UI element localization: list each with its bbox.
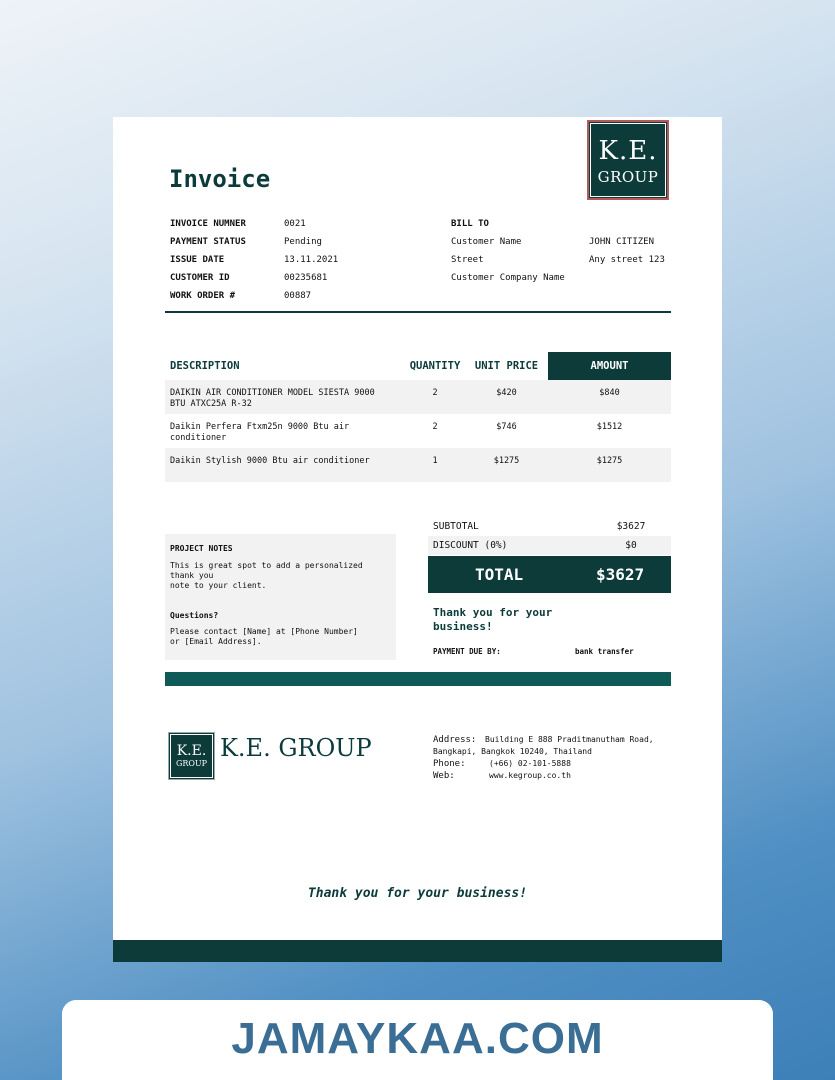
info-value: 13.11.2021 <box>284 255 339 265</box>
footer-logo-line1: K.E. <box>176 743 207 759</box>
footer-company-name: K.E. GROUP <box>220 734 372 762</box>
payment-due-label: PAYMENT DUE BY: <box>433 647 501 656</box>
info-value: 0021 <box>284 219 306 229</box>
notes-text: note to your client. <box>170 581 267 590</box>
divider-band <box>165 672 671 686</box>
web-label: Web: <box>433 771 455 781</box>
col-amount: AMOUNT <box>548 352 671 380</box>
total-value: $3627 <box>596 565 645 584</box>
thank-you-footer: Thank you for your business! <box>307 886 528 901</box>
notes-text: This is great spot to add a personalized thank you <box>170 561 363 580</box>
phone-value: (+66) 02-101-5888 <box>489 759 571 768</box>
item-quantity: 1 <box>405 448 465 482</box>
bill-to-label: Street <box>451 255 484 265</box>
project-notes <box>165 534 396 660</box>
footer-bar <box>113 940 722 962</box>
subtotal-row <box>428 517 671 536</box>
address-line: Bangkapi, Bangkok 10240, Thailand <box>433 747 592 756</box>
item-description: Daikin Stylish 9000 Btu air conditioner <box>165 448 405 482</box>
questions-heading: Questions? <box>170 611 219 620</box>
thank-you-note: Thank you for your business! <box>433 606 553 633</box>
subtotal-value: $3627 <box>616 521 646 532</box>
info-label: ISSUE DATE <box>170 255 225 265</box>
bill-to-label: Customer Name <box>451 237 522 247</box>
info-label: INVOICE NUMNER <box>170 219 246 229</box>
contact-block <box>433 734 654 782</box>
payment-due-value: bank transfer <box>575 647 634 656</box>
invoice-info-labels <box>170 215 285 305</box>
discount-value: $0 <box>625 540 637 551</box>
bill-to-label: Customer Company Name <box>451 273 565 283</box>
item-quantity: 2 <box>432 422 438 432</box>
total-row <box>428 556 671 593</box>
item-amount: $840 <box>548 380 671 414</box>
total-label: TOTAL <box>475 565 524 584</box>
company-logo <box>587 120 669 200</box>
invoice-info-values <box>284 215 394 305</box>
info-label: WORK ORDER # <box>170 291 236 301</box>
phone-label: Phone: <box>433 759 466 769</box>
header-divider <box>165 311 671 313</box>
col-description: DESCRIPTION <box>170 360 240 372</box>
logo-line2: GROUP <box>597 168 659 186</box>
item-unit-price: $1275 <box>465 448 548 482</box>
footer-logo-line2: GROUP <box>175 759 208 768</box>
subtotal-label: SUBTOTAL <box>433 521 479 532</box>
item-amount: $1512 <box>596 422 623 432</box>
bill-to-value: JOHN CITIZEN <box>589 237 655 247</box>
notes-heading: PROJECT NOTES <box>170 544 233 553</box>
discount-label: DISCOUNT (0%) <box>433 540 508 551</box>
info-value: Pending <box>284 237 322 247</box>
bill-to-values <box>589 233 689 269</box>
table-row <box>165 448 671 482</box>
col-quantity: QUANTITY <box>409 360 461 372</box>
col-unit-price: UNIT PRICE <box>474 360 539 372</box>
watermark-text: JAMAYKAA.COM <box>231 1014 604 1063</box>
info-label: PAYMENT STATUS <box>170 237 246 247</box>
invoice-title: Invoice <box>169 165 271 193</box>
table-row <box>165 414 671 448</box>
info-value: 00887 <box>284 291 312 301</box>
items-header-row <box>165 352 671 380</box>
bill-to-labels <box>451 215 591 287</box>
item-description: DAIKIN AIR CONDITIONER MODEL SIESTA 9000 BTU ATXC25A R-32 <box>165 380 405 414</box>
address-line: Building E 888 Praditmanutham Road, <box>485 735 654 744</box>
footer-logo <box>168 732 215 780</box>
item-unit-price: $746 <box>496 422 517 432</box>
bill-to-value: Any street 123 <box>589 255 665 265</box>
discount-row <box>428 536 671 555</box>
watermark-banner <box>62 1000 773 1080</box>
questions-text: Please contact [Name] at [Phone Number] <box>170 627 358 636</box>
item-quantity: 2 <box>405 380 465 414</box>
invoice-page <box>113 117 722 962</box>
items-table <box>165 352 671 482</box>
web-value: www.kegroup.co.th <box>489 771 571 780</box>
info-value: 00235681 <box>284 273 328 283</box>
item-unit-price: $420 <box>465 380 548 414</box>
address-label: Address: <box>433 735 477 745</box>
item-amount: $1275 <box>548 448 671 482</box>
item-description: Daikin Perfera Ftxm25n 9000 Btu air conditioner <box>170 422 350 443</box>
bill-to-heading: BILL TO <box>451 219 489 229</box>
logo-line1: K.E. <box>598 136 658 166</box>
table-row <box>165 380 671 414</box>
info-label: CUSTOMER ID <box>170 273 230 283</box>
questions-text: or [Email Address]. <box>170 637 262 646</box>
